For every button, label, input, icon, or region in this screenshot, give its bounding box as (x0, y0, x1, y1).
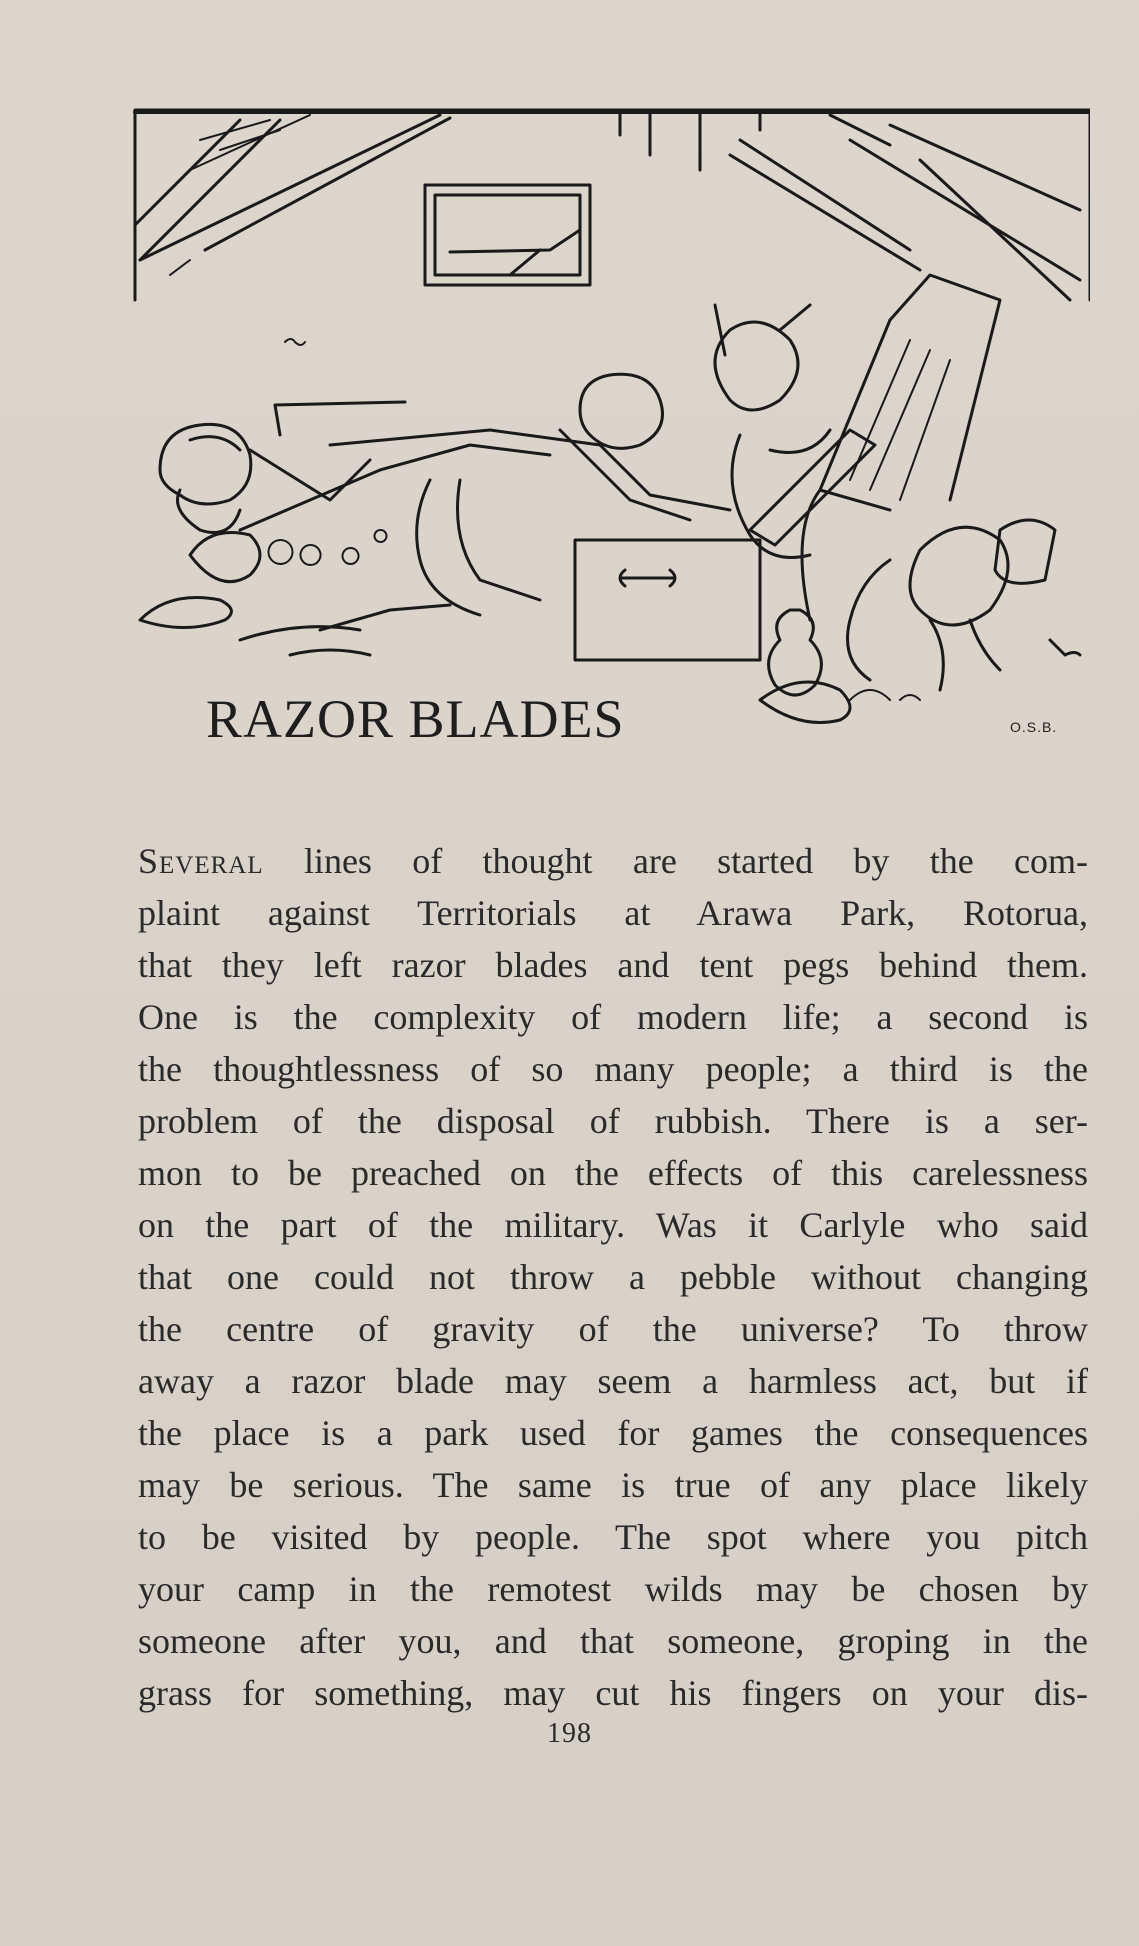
first-line-rest: lines of thought are started by the com- (263, 841, 1088, 881)
text-line: plaint against Territorials at Arawa Park, Rotorua, (138, 893, 1088, 933)
chapter-illustration (130, 100, 1090, 750)
text-line: away a razor blade may seem a harmless act, but if (138, 1361, 1088, 1401)
text-line: on the part of the military. Was it Carlyle who said (138, 1205, 1088, 1245)
text-line: the thoughtlessness of so many people; a third is the (138, 1049, 1088, 1089)
lead-word: Several (138, 841, 264, 881)
body-paragraph (138, 835, 1088, 1719)
illustrator-signature: O.S.B. (1010, 719, 1058, 735)
text-line: problem of the disposal of rubbish. There is a ser- (138, 1101, 1088, 1141)
chapter-title: RAZOR BLADES (206, 689, 625, 749)
text-line: that one could not throw a pebble without changing (138, 1257, 1088, 1297)
text-line: the place is a park used for games the consequences (138, 1413, 1088, 1453)
page-number: 198 (547, 1718, 592, 1749)
text-line: may be serious. The same is true of any place likely (138, 1465, 1088, 1505)
text-line: to be visited by people. The spot where you pitch (138, 1517, 1088, 1557)
text-line: One is the complexity of modern life; a second is (138, 997, 1088, 1037)
text-line: mon to be preached on the effects of this carelessness (138, 1153, 1088, 1193)
text-line: someone after you, and that someone, groping in the (138, 1621, 1088, 1661)
text-line: that they left razor blades and tent pegs behind them. (138, 945, 1088, 985)
text-line (138, 835, 1088, 887)
text-line: your camp in the remotest wilds may be chosen by (138, 1569, 1088, 1609)
text-line: grass for something, may cut his fingers on your dis- (138, 1673, 1088, 1713)
text-line: the centre of gravity of the universe? To throw (138, 1309, 1088, 1349)
